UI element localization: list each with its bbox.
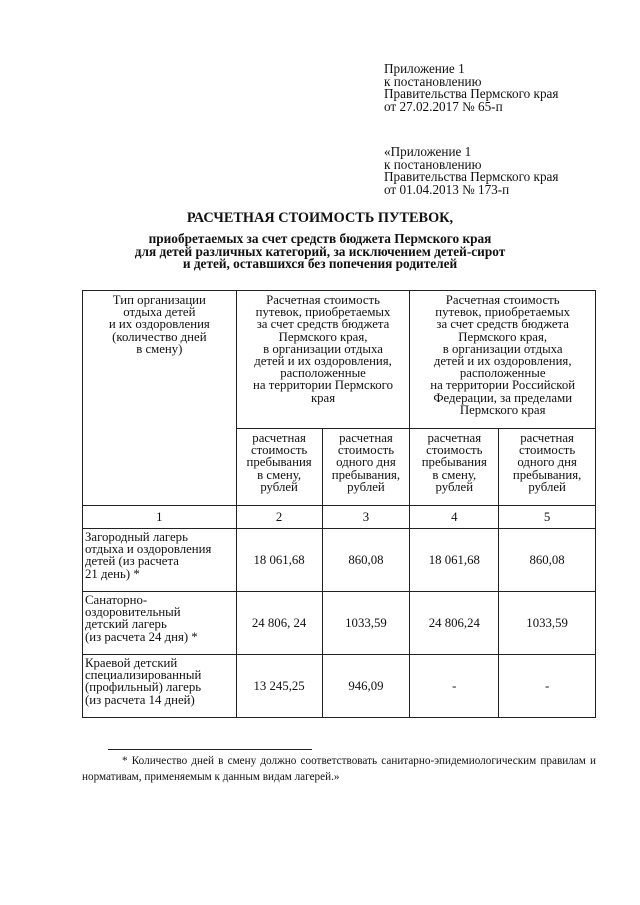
cost-table [82,290,596,718]
subheader-cost-per-day: расчетная стоимость одного дня пребывания, рублей [499,429,596,506]
value-cell: 18 061,68 [410,529,499,592]
value-cell: 1033,59 [499,592,596,655]
subtitle-line: для детей различных категорий, за исключением детей-сирот [134,243,506,259]
footnote-divider [108,749,312,750]
value-cell: 13 245,25 [236,655,322,718]
subheader-cost-per-shift: расчетная стоимость пребывания в смену, рублей [236,429,322,506]
table-row [83,529,596,592]
camp-type-cell: Загородный лагерь отдыха и оздоровления детей (из расчета 21 день) * [83,529,237,592]
subheader-cost-per-day: расчетная стоимость одного дня пребывания, рублей [322,429,410,506]
column-number: 2 [236,506,322,529]
annex-line: от 27.02.2017 № 65-п [384,98,503,114]
column-number: 3 [322,506,410,529]
annex-line: к постановлению [384,73,482,89]
header-rf-territory: Расчетная стоимость путевок, приобретаемых за счет средств бюджета Пермского края, в организации отдыха детей и их оздоровления, расположенные на территории Российской Федерации, за пределами Пермского края [410,291,596,429]
annex-reference-original [384,146,558,196]
annex-line: Правительства Пермского края [384,86,559,101]
annex-line: к постановлению [384,156,482,172]
column-number-row [83,506,596,529]
document-title: РАСЧЕТНАЯ СТОИМОСТЬ ПУТЕВОК, [186,210,454,226]
annex-reference-current [384,63,558,113]
value-cell: 1033,59 [322,592,410,655]
header-perm-territory: Расчетная стоимость путевок, приобретаемых за счет средств бюджета Пермского края, в организации отдыха детей и их оздоровления, расположенные на территории Пермского края [236,291,410,429]
subheader-cost-per-shift: расчетная стоимость пребывания в смену, рублей [410,429,499,506]
annex-line: Приложение 1 [384,61,465,76]
value-cell: 860,08 [499,529,596,592]
value-cell: 24 806,24 [410,592,499,655]
camp-type-cell: Краевой детский специализированный (профильный) лагерь (из расчета 14 дней) [83,655,237,718]
subtitle-line: приобретаемых за счет средств бюджета Пермского края [148,231,492,246]
column-number: 1 [83,506,237,529]
subtitle-line: и детей, оставшихся без попечения родителей [182,256,458,272]
column-number: 5 [499,506,596,529]
value-cell: - [410,655,499,718]
value-cell: - [499,655,596,718]
annex-line: «Приложение 1 [384,144,472,159]
annex-line: Правительства Пермского края [384,169,559,184]
table-row [83,592,596,655]
document-subtitle [0,233,640,271]
value-cell: 946,09 [322,655,410,718]
value-cell: 860,08 [322,529,410,592]
footnote: * Количество дней в смену должно соответствовать санитарно-эпидемиологическим правилам и нормативам, применяемым к данным видам лагерей.» [82,755,596,783]
camp-type-cell: Санаторно- оздоровительный детский лагерь (из расчета 24 дня) * [83,592,237,655]
column-number: 4 [410,506,499,529]
annex-line: от 01.04.2013 № 173-п [384,181,510,197]
value-cell: 18 061,68 [236,529,322,592]
table-row [83,655,596,718]
header-organization-type: Тип организации отдыха детей и их оздоровления (количество дней в смену) [83,291,237,506]
value-cell: 24 806, 24 [236,592,322,655]
